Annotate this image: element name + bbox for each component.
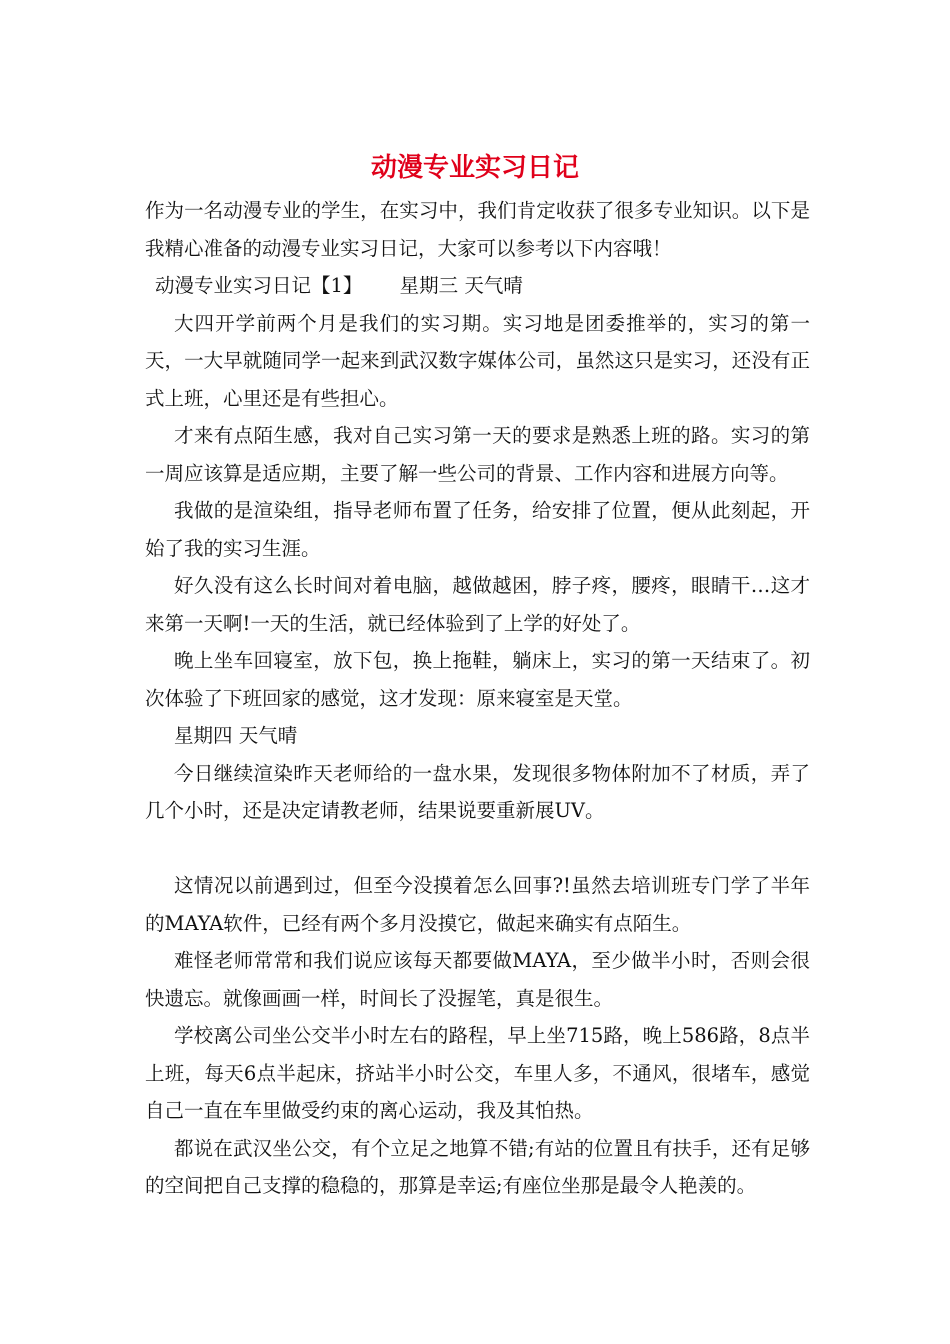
document-body — [145, 192, 810, 1205]
paragraph: 好久没有这么长时间对着电脑，越做越困，脖子疼，腰疼，眼睛干…这才来第一天啊!一天的生活，就已经体验到了上学的好处了。 — [145, 574, 810, 635]
document-title: 动漫专业实习日记 — [370, 153, 579, 183]
paragraph: 才来有点陌生感，我对自己实习第一天的要求是熟悉上班的路。实习的第一周应该算是适应期，主要了解一些公司的背景、工作内容和进展方向等。 — [145, 424, 810, 485]
day-heading: 星期四 天气晴 — [174, 724, 298, 747]
blank-line — [145, 830, 810, 868]
paragraph: 都说在武汉坐公交，有个立足之地算不错;有站的位置且有扶手，还有足够的空间把自己支撑的稳稳的，那算是幸运;有座位坐那是最令人艳羡的。 — [145, 1136, 810, 1197]
entry-day: 星期三 天气晴 — [399, 274, 523, 297]
paragraph: 晚上坐车回寝室，放下包，换上拖鞋，躺床上，实习的第一天结束了。初次体验了下班回家的感觉，这才发现：原来寝室是天堂。 — [145, 649, 810, 710]
entry-heading — [145, 267, 810, 305]
entry-title: 动漫专业实习日记【1】 — [155, 274, 363, 297]
intro-paragraph: 作为一名动漫专业的学生，在实习中，我们肯定收获了很多专业知识。以下是我精心准备的动漫专业实习日记，大家可以参考以下内容哦！ — [145, 199, 810, 260]
paragraph: 学校离公司坐公交半小时左右的路程，早上坐715路，晚上586路，8点半上班，每天6点半起床，挤站半小时公交，车里人多，不通风，很堵车，感觉自己一直在车里做受约束的离心运动，我及其怕热。 — [145, 1024, 810, 1122]
paragraph: 我做的是渲染组，指导老师布置了任务，给安排了位置，便从此刻起，开始了我的实习生涯。 — [145, 499, 810, 560]
paragraph: 难怪老师常常和我们说应该每天都要做MAYA，至少做半小时，否则会很快遗忘。就像画画一样，时间长了没握笔，真是很生。 — [145, 949, 810, 1010]
paragraph: 这情况以前遇到过，但至今没摸着怎么回事?!虽然去培训班专门学了半年的MAYA软件，已经有两个多月没摸它，做起来确实有点陌生。 — [145, 874, 810, 935]
paragraph: 今日继续渲染昨天老师给的一盘水果，发现很多物体附加不了材质，弄了几个小时，还是决定请教老师，结果说要重新展UV。 — [145, 761, 810, 822]
paragraph: 大四开学前两个月是我们的实习期。实习地是团委推举的，实习的第一天，一大早就随同学一起来到武汉数字媒体公司，虽然这只是实习，还没有正式上班，心里还是有些担心。 — [145, 311, 810, 410]
